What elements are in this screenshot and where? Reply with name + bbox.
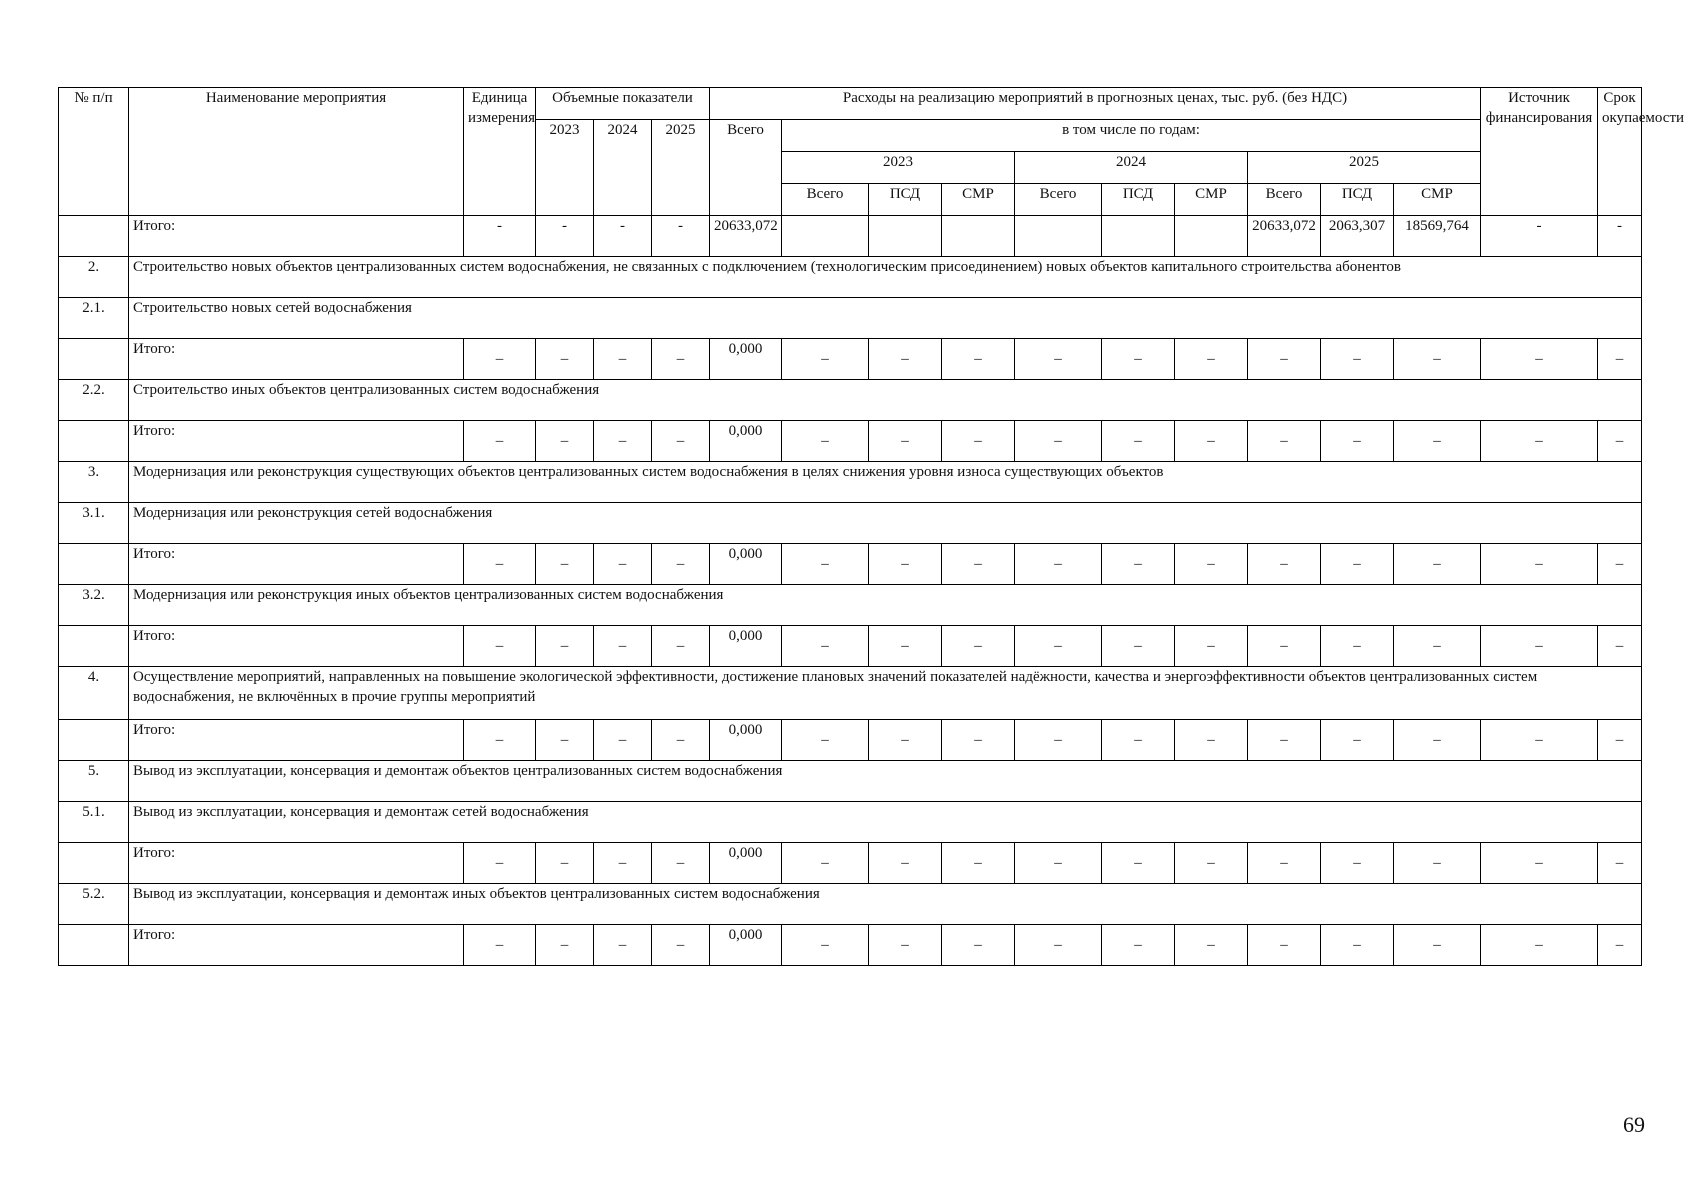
- dash-cell: –: [536, 544, 594, 585]
- cell-num: [59, 216, 129, 257]
- dash-cell: –: [536, 925, 594, 966]
- dash-cell: –: [1394, 544, 1481, 585]
- dash-cell: –: [1394, 421, 1481, 462]
- cell-num: [59, 339, 129, 380]
- dash-cell: –: [594, 421, 652, 462]
- dash-cell: –: [464, 339, 536, 380]
- itogo-row: [59, 544, 1642, 585]
- header-unit: Единица измерения: [464, 88, 536, 216]
- table-row: [59, 216, 1642, 257]
- dash-cell: –: [464, 720, 536, 761]
- dash-cell: –: [782, 626, 869, 667]
- dash-cell: –: [464, 544, 536, 585]
- dash-cell: –: [1175, 421, 1248, 462]
- dash-cell: –: [942, 843, 1015, 884]
- section-row: [59, 380, 1642, 421]
- section-title: Вывод из эксплуатации, консервация и демонтаж иных объектов централизованных систем водоснабжения: [129, 884, 1642, 925]
- dash-cell: –: [782, 544, 869, 585]
- header-2023-total: Всего: [782, 184, 869, 216]
- cell-2025-psd: 2063,307: [1321, 216, 1394, 257]
- dash-cell: –: [869, 544, 942, 585]
- dash-cell: –: [652, 925, 710, 966]
- dash-cell: –: [1598, 843, 1642, 884]
- dash-cell: –: [652, 843, 710, 884]
- header-2024-smr: СМР: [1175, 184, 1248, 216]
- dash-cell: –: [1248, 339, 1321, 380]
- dash-cell: –: [536, 339, 594, 380]
- dash-cell: –: [594, 843, 652, 884]
- header-2024-total: Всего: [1015, 184, 1102, 216]
- itogo-label: Итого:: [129, 339, 464, 380]
- cell-2023-total: [782, 216, 869, 257]
- dash-cell: –: [1394, 925, 1481, 966]
- dash-cell: –: [1015, 339, 1102, 380]
- section-number: 2.2.: [59, 380, 129, 421]
- dash-cell: –: [869, 339, 942, 380]
- dash-cell: –: [942, 626, 1015, 667]
- dash-cell: –: [942, 925, 1015, 966]
- itogo-label: Итого:: [129, 626, 464, 667]
- dash-cell: –: [1598, 339, 1642, 380]
- dash-cell: –: [1394, 339, 1481, 380]
- dash-cell: –: [1248, 626, 1321, 667]
- dash-cell: –: [1248, 925, 1321, 966]
- dash-cell: –: [594, 720, 652, 761]
- dash-cell: –: [869, 720, 942, 761]
- header-2024-psd: ПСД: [1102, 184, 1175, 216]
- section-row: [59, 802, 1642, 843]
- dash-cell: –: [464, 925, 536, 966]
- dash-cell: –: [1321, 843, 1394, 884]
- dash-cell: –: [1394, 843, 1481, 884]
- dash-cell: –: [1248, 421, 1321, 462]
- dash-cell: –: [1015, 544, 1102, 585]
- dash-cell: –: [652, 339, 710, 380]
- section-row: [59, 298, 1642, 339]
- itogo-label: Итого:: [129, 544, 464, 585]
- cell-2024-smr: [1175, 216, 1248, 257]
- investment-plan-table: [58, 87, 1685, 966]
- section-row: [59, 257, 1642, 298]
- dash-cell: –: [536, 626, 594, 667]
- section-number: 2.1.: [59, 298, 129, 339]
- dash-cell: –: [652, 421, 710, 462]
- itogo-label: Итого:: [129, 216, 464, 257]
- dash-cell: –: [1102, 720, 1175, 761]
- itogo-row: [59, 843, 1642, 884]
- header-volume: Объемные показатели: [536, 88, 710, 120]
- cell-num: [59, 925, 129, 966]
- dash-cell: –: [1102, 544, 1175, 585]
- cell-source: -: [1481, 216, 1598, 257]
- section-number: 3.1.: [59, 503, 129, 544]
- section-title: Осуществление мероприятий, направленных на повышение экологической эффективности, достижение плановых значений показателей надёжности, качества и энергоэффективности объектов централизованных систем водоснабжения, не включённых в прочие группы мероприятий: [129, 667, 1642, 720]
- dash-cell: –: [1015, 626, 1102, 667]
- dash-cell: –: [464, 421, 536, 462]
- header-2025-smr: СМР: [1394, 184, 1481, 216]
- cell-2023-psd: [869, 216, 942, 257]
- total-value: 0,000: [710, 421, 782, 462]
- total-value: 0,000: [710, 544, 782, 585]
- cell-vol-2023: -: [536, 216, 594, 257]
- header-source: Источник финансирования: [1481, 88, 1598, 216]
- dash-cell: –: [1394, 720, 1481, 761]
- cell-num: [59, 544, 129, 585]
- dash-cell: –: [1481, 544, 1598, 585]
- dash-cell: –: [1175, 626, 1248, 667]
- section-number: 5.2.: [59, 884, 129, 925]
- dash-cell: –: [869, 843, 942, 884]
- dash-cell: –: [594, 626, 652, 667]
- dash-cell: –: [1598, 544, 1642, 585]
- dash-cell: –: [1102, 626, 1175, 667]
- dash-cell: –: [1248, 720, 1321, 761]
- section-title: Модернизация или реконструкция иных объектов централизованных систем водоснабжения: [129, 585, 1642, 626]
- cell-num: [59, 720, 129, 761]
- dash-cell: –: [536, 421, 594, 462]
- dash-cell: –: [1015, 925, 1102, 966]
- itogo-label: Итого:: [129, 843, 464, 884]
- dash-cell: –: [1102, 421, 1175, 462]
- dash-cell: –: [1598, 626, 1642, 667]
- dash-cell: –: [1102, 925, 1175, 966]
- header-year-2025: 2025: [1248, 152, 1481, 184]
- page-number: 69: [1623, 1112, 1645, 1137]
- header-year-2023: 2023: [782, 152, 1015, 184]
- total-value: 0,000: [710, 626, 782, 667]
- section-title: Строительство новых объектов централизованных систем водоснабжения, не связанных с подключением (технологическим присоединением) новых объектов капитального строительства абонентов: [129, 257, 1642, 298]
- header-expenses: Расходы на реализацию мероприятий в прогнозных ценах, тыс. руб. (без НДС): [710, 88, 1481, 120]
- header-2025-total: Всего: [1248, 184, 1321, 216]
- dash-cell: –: [1394, 626, 1481, 667]
- header-by-years: в том числе по годам:: [782, 120, 1481, 152]
- dash-cell: –: [1598, 720, 1642, 761]
- dash-cell: –: [536, 720, 594, 761]
- section-row: [59, 462, 1642, 503]
- dash-cell: –: [942, 421, 1015, 462]
- cell-num: [59, 626, 129, 667]
- section-title: Строительство иных объектов централизованных систем водоснабжения: [129, 380, 1642, 421]
- dash-cell: –: [1598, 925, 1642, 966]
- header-2023-psd: ПСД: [869, 184, 942, 216]
- dash-cell: –: [652, 720, 710, 761]
- cell-num: [59, 843, 129, 884]
- cell-payback: -: [1598, 216, 1642, 257]
- dash-cell: –: [782, 339, 869, 380]
- header-total: Всего: [710, 120, 782, 216]
- cell-2023-smr: [942, 216, 1015, 257]
- dash-cell: –: [464, 626, 536, 667]
- cell-total: 20633,072: [710, 216, 782, 257]
- section-row: [59, 585, 1642, 626]
- header-year-2024: 2024: [1015, 152, 1248, 184]
- itogo-row: [59, 720, 1642, 761]
- header-2025-psd: ПСД: [1321, 184, 1394, 216]
- dash-cell: –: [1175, 925, 1248, 966]
- section-row: [59, 667, 1642, 720]
- dash-cell: –: [782, 421, 869, 462]
- cell-unit: -: [464, 216, 536, 257]
- section-number: 5.: [59, 761, 129, 802]
- dash-cell: –: [869, 925, 942, 966]
- header-name: Наименование мероприятия: [129, 88, 464, 216]
- dash-cell: –: [594, 544, 652, 585]
- dash-cell: –: [1321, 339, 1394, 380]
- header-vol-2025: 2025: [652, 120, 710, 216]
- dash-cell: –: [1248, 544, 1321, 585]
- dash-cell: –: [1321, 720, 1394, 761]
- dash-cell: –: [1321, 925, 1394, 966]
- dash-cell: –: [869, 626, 942, 667]
- dash-cell: –: [652, 544, 710, 585]
- dash-cell: –: [1481, 720, 1598, 761]
- total-value: 0,000: [710, 843, 782, 884]
- dash-cell: –: [1015, 720, 1102, 761]
- cell-2024-psd: [1102, 216, 1175, 257]
- total-value: 0,000: [710, 339, 782, 380]
- dash-cell: –: [594, 925, 652, 966]
- itogo-label: Итого:: [129, 925, 464, 966]
- itogo-row: [59, 421, 1642, 462]
- header-2023-smr: СМР: [942, 184, 1015, 216]
- dash-cell: –: [1248, 843, 1321, 884]
- section-title: Вывод из эксплуатации, консервация и демонтаж объектов централизованных систем водоснабжения: [129, 761, 1642, 802]
- section-number: 3.2.: [59, 585, 129, 626]
- dash-cell: –: [1015, 843, 1102, 884]
- total-value: 0,000: [710, 925, 782, 966]
- dash-cell: –: [782, 720, 869, 761]
- section-number: 3.: [59, 462, 129, 503]
- dash-cell: –: [1175, 544, 1248, 585]
- cell-2025-total: 20633,072: [1248, 216, 1321, 257]
- section-title: Строительство новых сетей водоснабжения: [129, 298, 1642, 339]
- dash-cell: –: [1481, 925, 1598, 966]
- dash-cell: –: [1175, 720, 1248, 761]
- itogo-label: Итого:: [129, 421, 464, 462]
- header-payback: Срок окупаемости: [1598, 88, 1642, 216]
- dash-cell: –: [652, 626, 710, 667]
- section-number: 4.: [59, 667, 129, 720]
- dash-cell: –: [1175, 843, 1248, 884]
- cell-2024-total: [1015, 216, 1102, 257]
- dash-cell: –: [1321, 421, 1394, 462]
- section-row: [59, 761, 1642, 802]
- dash-cell: –: [942, 720, 1015, 761]
- dash-cell: –: [1102, 843, 1175, 884]
- dash-cell: –: [782, 925, 869, 966]
- cell-vol-2024: -: [594, 216, 652, 257]
- dash-cell: –: [1015, 421, 1102, 462]
- dash-cell: –: [782, 843, 869, 884]
- cell-vol-2025: -: [652, 216, 710, 257]
- itogo-row: [59, 925, 1642, 966]
- dash-cell: –: [594, 339, 652, 380]
- cell-2025-smr: 18569,764: [1394, 216, 1481, 257]
- header-num: № п/п: [59, 88, 129, 216]
- section-title: Модернизация или реконструкция существующих объектов централизованных систем водоснабжения в целях снижения уровня износа существующих объектов: [129, 462, 1642, 503]
- section-title: Модернизация или реконструкция сетей водоснабжения: [129, 503, 1642, 544]
- dash-cell: –: [1321, 626, 1394, 667]
- dash-cell: –: [869, 421, 942, 462]
- cell-num: [59, 421, 129, 462]
- dash-cell: –: [464, 843, 536, 884]
- total-value: 0,000: [710, 720, 782, 761]
- itogo-row: [59, 339, 1642, 380]
- section-row: [59, 503, 1642, 544]
- dash-cell: –: [942, 339, 1015, 380]
- section-row: [59, 884, 1642, 925]
- header-vol-2023: 2023: [536, 120, 594, 216]
- table-body: [59, 216, 1642, 966]
- dash-cell: –: [1481, 339, 1598, 380]
- dash-cell: –: [1598, 421, 1642, 462]
- section-number: 2.: [59, 257, 129, 298]
- dash-cell: –: [1102, 339, 1175, 380]
- dash-cell: –: [942, 544, 1015, 585]
- itogo-label: Итого:: [129, 720, 464, 761]
- dash-cell: –: [1321, 544, 1394, 585]
- section-number: 5.1.: [59, 802, 129, 843]
- dash-cell: –: [1481, 626, 1598, 667]
- section-title: Вывод из эксплуатации, консервация и демонтаж сетей водоснабжения: [129, 802, 1642, 843]
- itogo-row: [59, 626, 1642, 667]
- dash-cell: –: [536, 843, 594, 884]
- dash-cell: –: [1175, 339, 1248, 380]
- dash-cell: –: [1481, 421, 1598, 462]
- header-vol-2024: 2024: [594, 120, 652, 216]
- dash-cell: –: [1481, 843, 1598, 884]
